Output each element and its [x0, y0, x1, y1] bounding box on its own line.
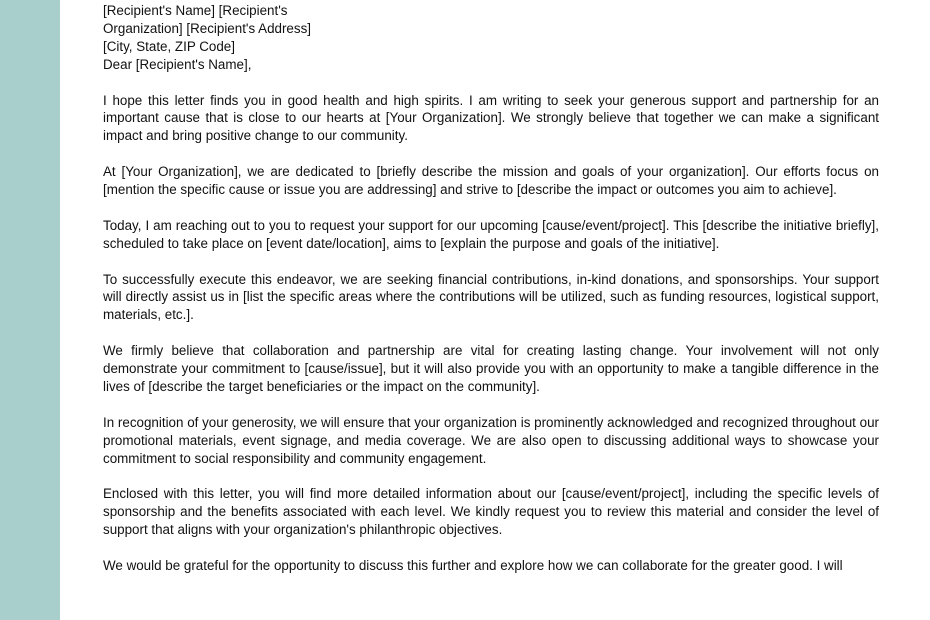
recipient-city-state-zip: [City, State, ZIP Code] [103, 38, 235, 54]
paragraph-enclosure: Enclosed with this letter, you will find more detailed information about our [cause/event/project], including the specific levels of sponsorship and the benefits associated with each level. We kindly request you to review this material and consider the level of support that aligns with your organization's philanthropic objectives. [103, 486, 879, 538]
recipient-address-block [103, 2, 313, 56]
paragraph-partnership: We firmly believe that collaboration and partnership are vital for creating lasting change. Your involvement will not only demonstrate your commitment to [cause/issue], but it will also provide you with an opportunity to make a tangible difference in the lives of [describe the target beneficiaries or the impact on the community]. [103, 343, 879, 394]
decorative-side-bar [0, 0, 60, 620]
paragraph-request: Today, I am reaching out to you to request your support for our upcoming [cause/event/project]. This [describe the initiative briefly], scheduled to take place on [event date/location], aims to [explain the purpose and goals of the initiative]. [103, 217, 879, 251]
paragraph-mission: At [Your Organization], we are dedicated to [briefly describe the mission and goals of your organization]. Our efforts focus on [mention the specific cause or issue you are addressing] and strive to [describe the impact or outcomes you aim to achieve]. [103, 164, 879, 198]
salutation: Dear [Recipient's Name], [103, 56, 252, 72]
paragraph-recognition: In recognition of your generosity, we will ensure that your organization is prominently acknowledged and recognized throughout our promotional materials, event signage, and media coverage. We are also open to discussing additional ways to showcase your commitment to social responsibility and community engagement. [103, 414, 879, 466]
paragraph-contributions: To successfully execute this endeavor, we are seeking financial contributions, in-kind donations, and sponsorships. Your support will directly assist us in [list the specific areas where the contributions will be utilized, such as funding resources, logistical support, materials, etc.]. [103, 271, 879, 323]
paragraph-closing: We would be grateful for the opportunity to discuss this further and explore how we can collaborate for the greater good. I will [103, 557, 843, 573]
recipient-name-org-address: [Recipient's Name] [Recipient's Organization] [Recipient's Address] [103, 3, 311, 36]
letter-body [103, 2, 879, 575]
paragraph-intro: I hope this letter finds you in good health and high spirits. I am writing to seek your generous support and partnership for an important cause that is close to our hearts at [Your Organization]. We strongly believe that together we can make a significant impact and bring positive change to our community. [103, 92, 879, 144]
